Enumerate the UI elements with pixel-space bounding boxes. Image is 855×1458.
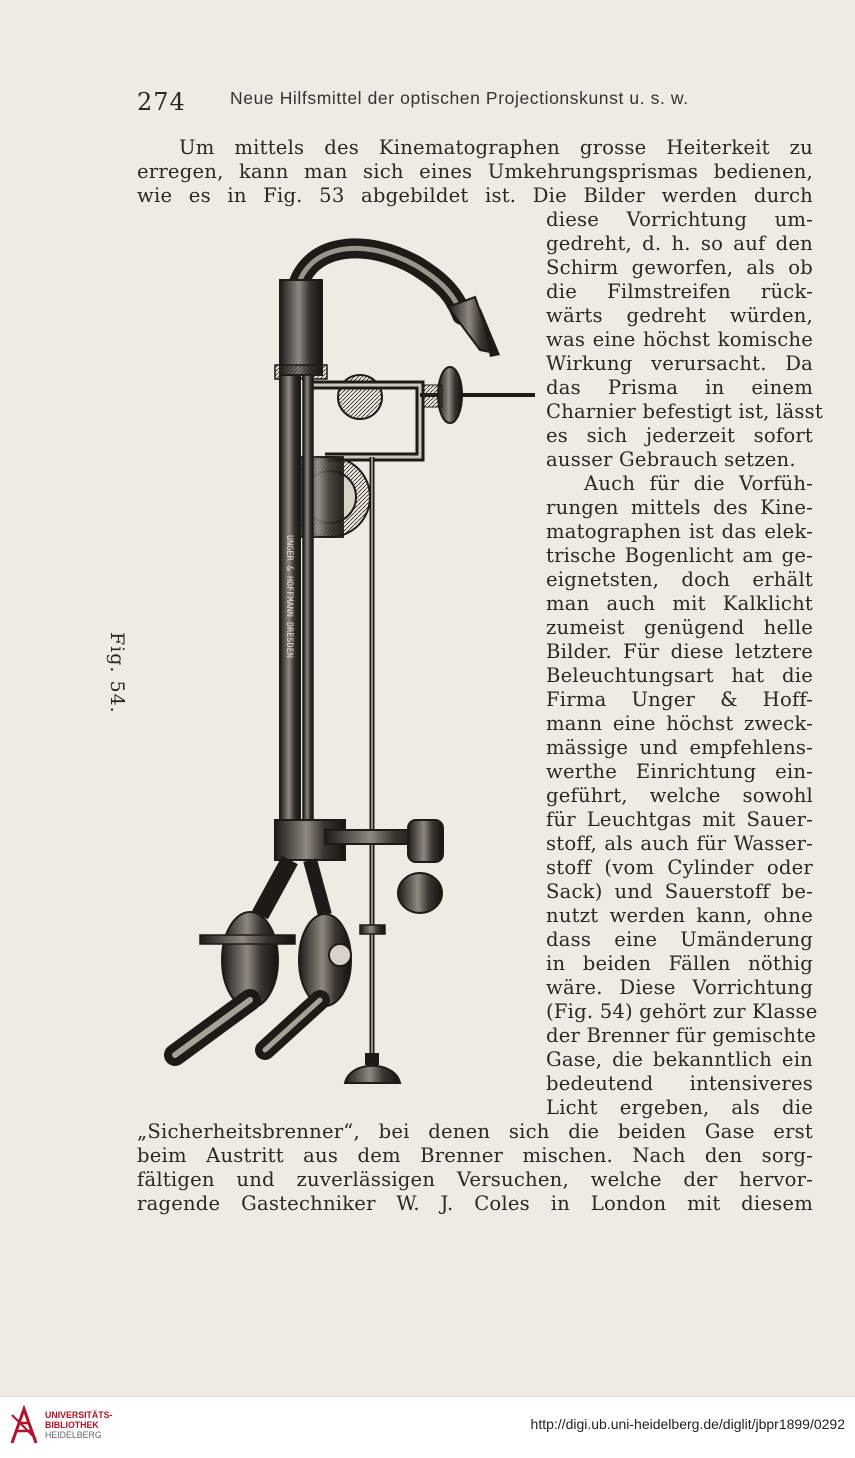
text-line: Firma Unger & Hoff- — [546, 688, 813, 711]
text-line: (Fig. 54) gehört zur Klasse — [546, 1000, 818, 1023]
text-line: bedeutend intensiveres — [546, 1072, 813, 1095]
text-line: werthe Einrichtung ein- — [546, 760, 813, 783]
text-line: das Prisma in einem — [546, 376, 813, 399]
text-line: erregen, kann man sich eines Umkehrungsprismas bedienen, — [137, 160, 813, 183]
text-line: in beiden Fällen nöthig — [546, 952, 813, 975]
text-line: man auch mit Kalklicht — [546, 592, 813, 615]
text-line: Um mittels des Kinematographen grosse Heiterkeit zu — [179, 136, 813, 159]
text-line: beim Austritt aus dem Brenner mischen. Nach den sorg- — [137, 1144, 813, 1167]
text-line: fältigen und zuverlässigen Versuchen, welche der hervor- — [137, 1168, 813, 1191]
engraved-maker-label: UNGER & HOFFMANN DRESDEN — [284, 535, 294, 658]
text-line: Sack) und Sauerstoff be- — [546, 880, 813, 903]
library-name-line: BIBLIOTHEK — [45, 1420, 99, 1430]
text-line: gedreht, d. h. so auf den — [546, 232, 813, 255]
text-line: wäre. Diese Vorrichtung — [546, 976, 813, 999]
figure-caption: Fig. 54. — [106, 632, 128, 714]
text-line: stoff, als auch für Wasser- — [546, 832, 813, 855]
text-line: zumeist genügend helle — [546, 616, 813, 639]
page-number: 274 — [137, 88, 186, 116]
text-line: Bilder. Für diese letztere — [546, 640, 813, 663]
text-line: dass eine Umänderung — [546, 928, 813, 951]
text-line: matographen ist das elek- — [546, 520, 813, 543]
text-line: geführt, welche sowohl — [546, 784, 813, 807]
text-line: „Sicherheitsbrenner“, bei denen sich die beiden Gase erst — [137, 1120, 813, 1143]
text-line: für Leuchtgas mit Sauer- — [546, 808, 813, 831]
text-line: nutzt werden kann, ohne — [546, 904, 813, 927]
text-line: wie es in Fig. 53 abgebildet ist. Die Bilder werden durch — [137, 184, 813, 207]
library-name-line: HEIDELBERG — [45, 1430, 102, 1440]
text-line: Licht ergeben, als die — [546, 1096, 813, 1119]
text-line: Schirm geworfen, als ob — [546, 256, 813, 279]
text-line: der Brenner für gemischte — [546, 1024, 817, 1047]
text-line: mann eine höchst zweck- — [546, 712, 813, 735]
text-line: rungen mittels des Kine- — [546, 496, 813, 519]
text-line: diese Vorrichtung um- — [546, 208, 813, 231]
university-library-logo-icon — [10, 1405, 38, 1445]
text-line: ausser Gebrauch setzen. — [546, 448, 796, 471]
source-url[interactable]: http://digi.ub.uni-heidelberg.de/diglit/jbpr1899/0292 — [530, 1416, 845, 1432]
text-line: stoff (vom Cylinder oder — [546, 856, 813, 879]
text-line: was eine höchst komische — [546, 328, 813, 351]
library-name-line: UNIVERSITÄTS- — [45, 1410, 113, 1420]
text-line: Auch für die Vorfüh- — [584, 472, 813, 495]
text-line: ragende Gastechniker W. J. Coles in London mit diesem — [137, 1192, 813, 1215]
text-line: die Filmstreifen rück- — [546, 280, 813, 303]
text-line: wärts gedreht würden, — [546, 304, 813, 327]
library-footer — [0, 1396, 855, 1458]
text-line: Charnier befestigt ist, lässt — [546, 400, 823, 423]
text-line: Wirkung verursacht. Da — [546, 352, 813, 375]
text-line: es sich jederzeit sofort — [546, 424, 813, 447]
text-line: Gase, die bekanntlich ein — [546, 1048, 813, 1071]
text-line: Beleuchtungsart hat die — [546, 664, 813, 687]
text-line: mässige und empfehlens- — [546, 736, 813, 759]
burner-apparatus-illustration — [150, 225, 540, 1095]
running-title: Neue Hilfsmittel der optischen Projectionskunst u. s. w. — [230, 88, 689, 108]
text-line: eignetsten, doch erhält — [546, 568, 813, 591]
library-name — [45, 1410, 112, 1440]
text-line: trische Bogenlicht am ge- — [546, 544, 813, 567]
